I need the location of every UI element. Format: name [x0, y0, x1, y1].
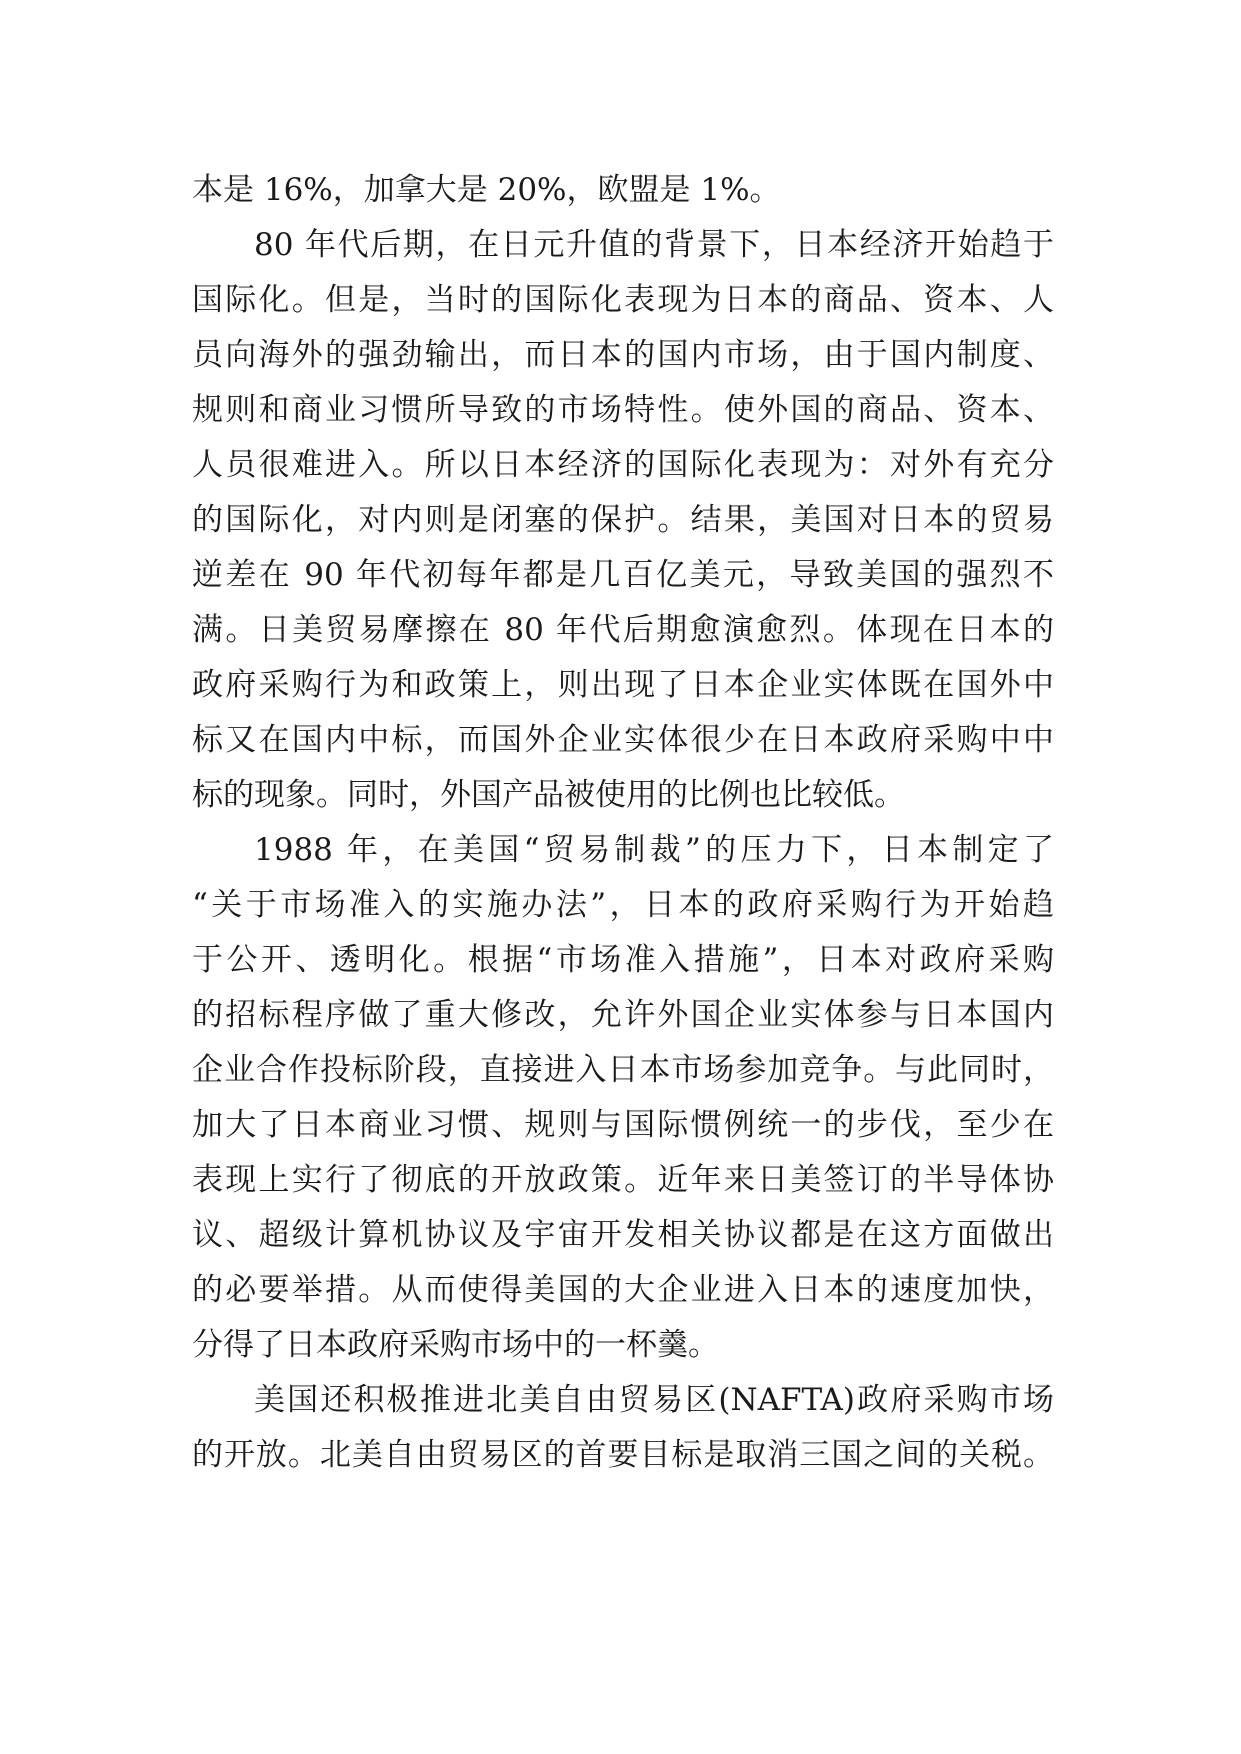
text-line: 美国还积极推进北美自由贸易区(NAFTA)政府采购市场 — [254, 1382, 1054, 1418]
text-line: 表现上实行了彻底的开放政策。近年来日美签订的半导体协 — [192, 1162, 1054, 1198]
text-line: 规则和商业习惯所导致的市场特性。使外国的商品、资本、 — [192, 392, 1054, 428]
text-line: 本是 16%，加拿大是 20%，欧盟是 1%。 — [192, 172, 781, 208]
text-line: “关于市场准入的实施办法”，日本的政府采购行为开始趋 — [192, 887, 1054, 923]
text-line: 于公开、透明化。根据“市场准入措施”，日本对政府采购 — [192, 942, 1054, 978]
text-line: 标又在国内中标，而国外企业实体很少在日本政府采购中中 — [192, 722, 1054, 758]
text-line: 员向海外的强劲输出，而日本的国内市场，由于国内制度、 — [192, 337, 1054, 373]
text-line: 的招标程序做了重大修改，允许外国企业实体参与日本国内 — [192, 997, 1054, 1033]
text-line: 人员很难进入。所以日本经济的国际化表现为：对外有充分 — [192, 447, 1054, 483]
text-line: 的国际化，对内则是闭塞的保护。结果，美国对日本的贸易 — [192, 502, 1054, 538]
text-line: 议、超级计算机协议及宇宙开发相关协议都是在这方面做出 — [192, 1217, 1054, 1253]
text-line: 逆差在 90 年代初每年都是几百亿美元，导致美国的强烈不 — [192, 557, 1054, 593]
text-line: 加大了日本商业习惯、规则与国际惯例统一的步伐，至少在 — [192, 1107, 1054, 1143]
text-line: 80 年代后期，在日元升值的背景下，日本经济开始趋于 — [254, 227, 1054, 263]
text-line: 标的现象。同时，外国产品被使用的比例也比较低。 — [192, 777, 905, 813]
body-text — [192, 163, 1054, 1483]
text-line: 政府采购行为和政策上，则出现了日本企业实体既在国外中 — [192, 667, 1054, 703]
text-line: 国际化。但是，当时的国际化表现为日本的商品、资本、人 — [192, 282, 1054, 318]
text-line: 的必要举措。从而使得美国的大企业进入日本的速度加快， — [192, 1272, 1054, 1308]
text-line: 的开放。北美自由贸易区的首要目标是取消三国之间的关税。 — [192, 1437, 1054, 1473]
text-line: 1988 年，在美国“贸易制裁”的压力下，日本制定了 — [254, 832, 1054, 868]
text-line: 企业合作投标阶段，直接进入日本市场参加竞争。与此同时， — [192, 1052, 1054, 1088]
text-line: 满。日美贸易摩擦在 80 年代后期愈演愈烈。体现在日本的 — [192, 612, 1054, 648]
text-line: 分得了日本政府采购市场中的一杯羹。 — [192, 1327, 719, 1363]
